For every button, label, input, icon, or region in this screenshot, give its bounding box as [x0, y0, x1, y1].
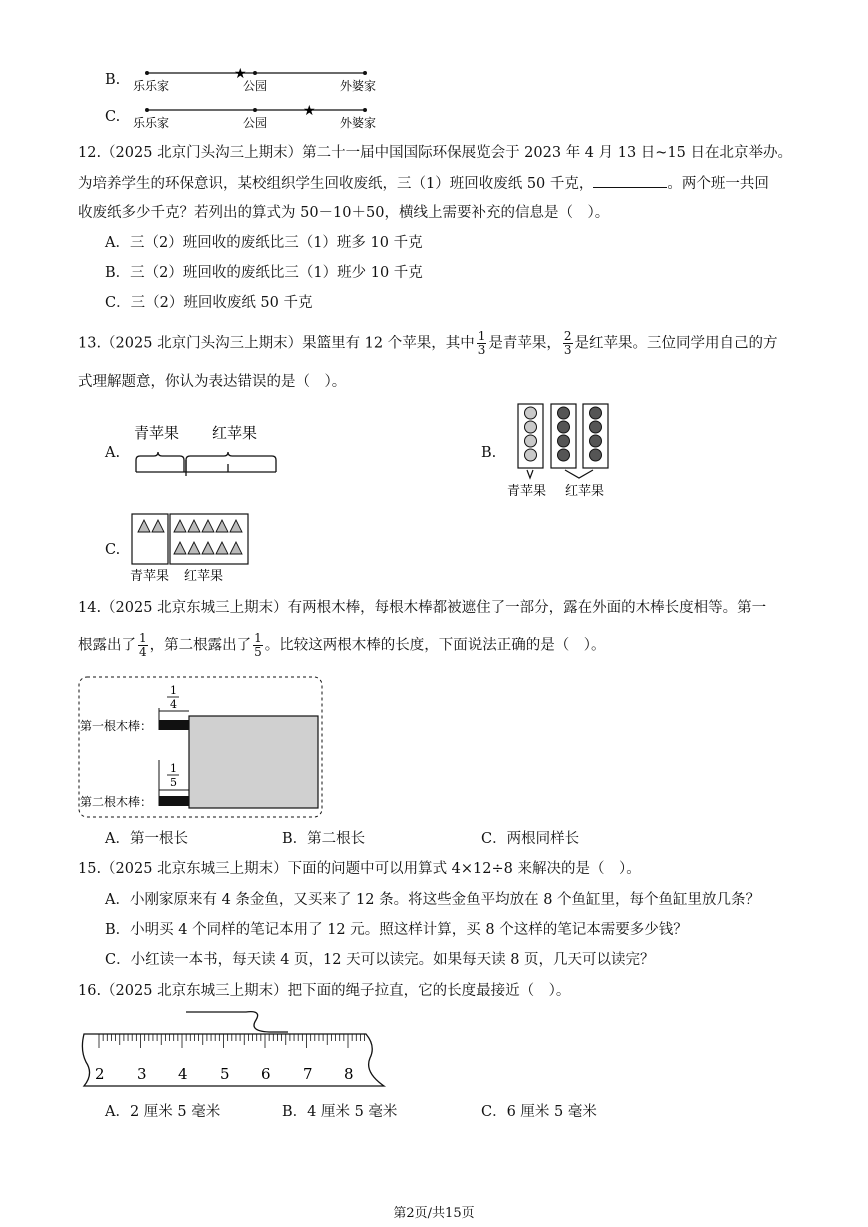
q14-option-a[interactable]: A．第一根长	[105, 831, 188, 847]
q15-line-1: 15.（2025 北京东城三上期末）下面的问题中可以用算式 4×12÷8 来解决的是（ ）。	[78, 861, 641, 877]
ruler-num-8: 8	[344, 1065, 354, 1083]
q14-stick1-label: 第一根木棒：	[80, 719, 153, 733]
ruler-num-6: 6	[261, 1065, 271, 1083]
q14-fig-frac1-n: 1	[170, 684, 177, 697]
q13-option-c-label[interactable]: C.	[105, 542, 121, 558]
q13-b-green-label: 青苹果	[507, 484, 547, 499]
q13-fraction-1: $\frac{1}{3}$	[477, 329, 486, 357]
ruler-num-2: 2	[95, 1065, 105, 1083]
q16-option-c[interactable]: C．6 厘米 5 毫米	[481, 1104, 597, 1120]
q13-option-c-diagram	[128, 512, 253, 584]
q13-a-green-label: 青苹果	[134, 424, 180, 442]
q11-b-name-1: 乐乐家	[133, 79, 170, 93]
q12-option-b[interactable]: B．三（2）班回收的废纸比三（1）班少 10 千克	[105, 265, 423, 281]
q13-b-red-label: 红苹果	[565, 484, 605, 499]
q11-option-c-diagram	[125, 101, 390, 133]
q13-fraction-2: $\frac{2}{3}$	[563, 329, 572, 357]
q14-sticks-figure	[76, 675, 326, 820]
q13-line-2: 式理解题意，你认为表达错误的是（ ）。	[78, 374, 347, 390]
q14-fraction-2: $\frac{1}{5}$	[254, 631, 262, 659]
q15-option-c[interactable]: C．小红读一本书，每天读 4 页，12 天可以读完。如果每天读 8 页，几天可以读完？	[105, 952, 655, 968]
q14-fig-frac2-d: 5	[170, 776, 177, 789]
q11-option-b-label: B.	[105, 72, 121, 88]
q13-c-green-label: 青苹果	[130, 569, 170, 584]
q16-option-a[interactable]: A．2 厘米 5 毫米	[105, 1104, 221, 1120]
q12-answer-blank	[593, 173, 667, 188]
q13-c-red-label: 红苹果	[184, 569, 224, 584]
q14-line-2: 根露出了 $\frac{1}{4}$ ，第二根露出了 $\frac{1}{5}$ 。比较这两根木棒的长度，下面说法正确的是（ ）。	[78, 631, 606, 659]
star-icon: ★	[234, 66, 247, 82]
q14-option-c[interactable]: C．两根同样长	[481, 831, 580, 847]
ruler-num-3: 3	[137, 1065, 147, 1083]
q12-option-a[interactable]: A．三（2）班回收的废纸比三（1）班多 10 千克	[105, 235, 423, 251]
q14-fig-frac2-n: 1	[170, 762, 177, 775]
ruler-num-7: 7	[303, 1065, 313, 1083]
rope	[186, 1012, 288, 1032]
q14-stick2-label: 第二根木棒：	[80, 795, 153, 809]
q13-line-1: 13.（2025 北京门头沟三上期末）果篮里有 12 个苹果，其中 $\frac{1}{3}$ 是青苹果， $\frac{2}{3}$ 是红苹果。三位同学用自己的方	[78, 329, 778, 357]
star-icon: ★	[303, 103, 316, 119]
q12-line-2: 为培养学生的环保意识，某校组织学生回收废纸，三（1）班回收废纸 50 千克， 。两个班一共回	[78, 173, 769, 194]
q11-b-name-2: 公园	[243, 79, 268, 93]
q11-b-name-3: 外婆家	[340, 79, 377, 93]
q13-option-b-label[interactable]: B.	[481, 445, 497, 461]
q16-ruler-figure	[76, 1006, 396, 1096]
q12-option-c[interactable]: C．三（2）班回收废纸 50 千克	[105, 295, 313, 311]
q11-c-name-2: 公园	[243, 116, 268, 130]
q12-line-3: 收废纸多少千克？若列出的算式为 50－10＋50，横线上需要补充的信息是（ ）。	[78, 205, 610, 221]
q14-option-b[interactable]: B．第二根长	[282, 831, 366, 847]
q15-option-b[interactable]: B．小明买 4 个同样的笔记本用了 12 元。照这样计算，买 8 个这样的笔记本需要多少钱？	[105, 922, 688, 938]
q16-option-b[interactable]: B．4 厘米 5 毫米	[282, 1104, 398, 1120]
page-footer: 第2页/共15页	[393, 1206, 475, 1221]
q14-line-1: 14.（2025 北京东城三上期末）有两根木棒，每根木棒都被遮住了一部分，露在外面的木棒长度相等。第一	[78, 600, 767, 616]
q13-a-red-label: 红苹果	[212, 424, 258, 442]
q11-option-c-label: C.	[105, 109, 121, 125]
q16-line-1: 16.（2025 北京东城三上期末）把下面的绳子拉直，它的长度最接近（ ）。	[78, 983, 571, 999]
q13-option-a-diagram	[128, 420, 288, 482]
q11-c-name-1: 乐乐家	[133, 116, 170, 130]
ruler-num-4: 4	[178, 1065, 188, 1083]
q11-c-name-3: 外婆家	[340, 116, 377, 130]
ruler-num-5: 5	[220, 1065, 230, 1083]
q15-option-a[interactable]: A．小刚家原来有 4 条金鱼，又买来了 12 条。将这些金鱼平均放在 8 个鱼缸里，每个鱼缸里放几条？	[105, 892, 761, 908]
q12-line-1: 12.（2025 北京门头沟三上期末）第二十一届中国国际环保展览会于 2023 年 4 月 13 日~15 日在北京举办。	[78, 145, 793, 161]
q14-fig-frac1-d: 4	[170, 698, 177, 711]
q14-fraction-1: $\frac{1}{4}$	[139, 631, 147, 659]
q13-option-b-diagram	[505, 402, 620, 502]
q13-option-a-label[interactable]: A.	[105, 445, 121, 461]
q11-option-b-diagram	[125, 64, 390, 96]
